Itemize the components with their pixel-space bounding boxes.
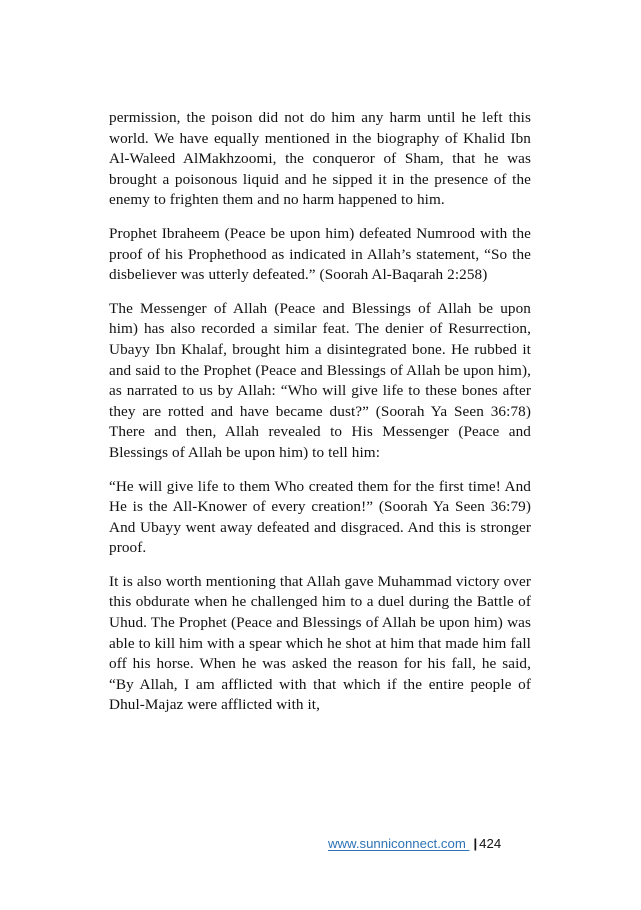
paragraph-battle-of-uhud: It is also worth mentioning that Allah gave Muhammad victory over this obdurate when he challenged him to a duel during the Battle of Uhud. The Prophet (Peace and Blessings of Allah be upon him) was able to kill him with a spear which he shot at him that made him fall off his horse. When he was asked the reason for his fall, he said, “By Allah, I am afflicted with that which if the entire people of Dhul-Majaz were afflicted with it, [109,572,531,714]
paragraph-ubayy-bone: The Messenger of Allah (Peace and Blessings of Allah be upon him) has also recorded a similar feat. The denier of Resurrection, Ubayy Ibn Khalaf, brought him a disintegrated bone. He rubbed it and said to the Prophet (Peace and Blessings of Allah be upon him), as narrated to us by Allah: “Who will give life to these bones after they are rotted and have became dust?” (Soorah Ya Seen 36:78) There and then, Allah revealed to His Messenger (Peace and Blessings of Allah be upon him) to tell him: [109,299,531,461]
page-number: 424 [479,836,502,851]
document-page [109,108,531,729]
footer-separator: | [473,836,478,851]
page-footer [328,836,501,851]
paragraph-ibraheem-numrood: Prophet Ibraheem (Peace be upon him) defeated Numrood with the proof of his Prophethood as indicated in Allah’s statement, “So the disbeliever was utterly defeated.” (Soorah Al-Baqarah 2:258) [109,224,531,284]
website-link[interactable]: www.sunniconnect.com [328,836,470,851]
paragraph-quran-response: “He will give life to them Who created them for the first time! And He is the All-Knower of every creation!” (Soorah Ya Seen 36:79) And Ubayy went away defeated and disgraced. And this is stronger proof. [109,477,531,557]
paragraph-poison-harm: permission, the poison did not do him any harm until he left this world. We have equally mentioned in the biography of Khalid Ibn Al-Waleed AlMakhzoomi, the conqueror of Sham, that he was brought a poisonous liquid and he sipped it in the presence of the enemy to frighten them and no harm happened to him. [109,109,531,209]
